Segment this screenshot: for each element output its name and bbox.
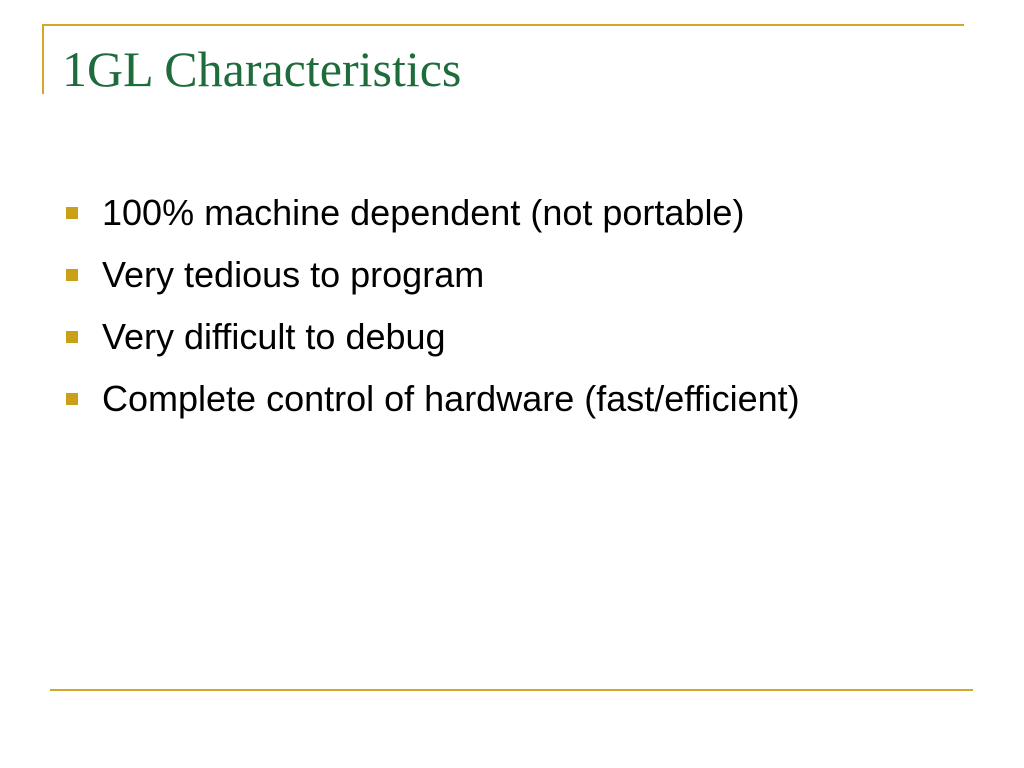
bullet-text: Very difficult to debug [102,316,446,357]
square-bullet-icon [66,269,78,281]
bullet-item [66,314,800,376]
bullet-item [66,190,800,252]
square-bullet-icon [66,393,78,405]
bullet-item [66,376,800,438]
footer-rule [50,689,973,691]
bullet-list [66,190,800,438]
title-frame-top-rule [42,24,964,26]
square-bullet-icon [66,207,78,219]
bullet-item [66,252,800,314]
square-bullet-icon [66,331,78,343]
title-frame-left-rule [42,24,44,94]
slide-title: 1GL Characteristics [62,41,462,97]
bullet-text: Complete control of hardware (fast/efficient) [102,378,800,419]
bullet-text: 100% machine dependent (not portable) [102,192,745,233]
bullet-text: Very tedious to program [102,254,485,295]
